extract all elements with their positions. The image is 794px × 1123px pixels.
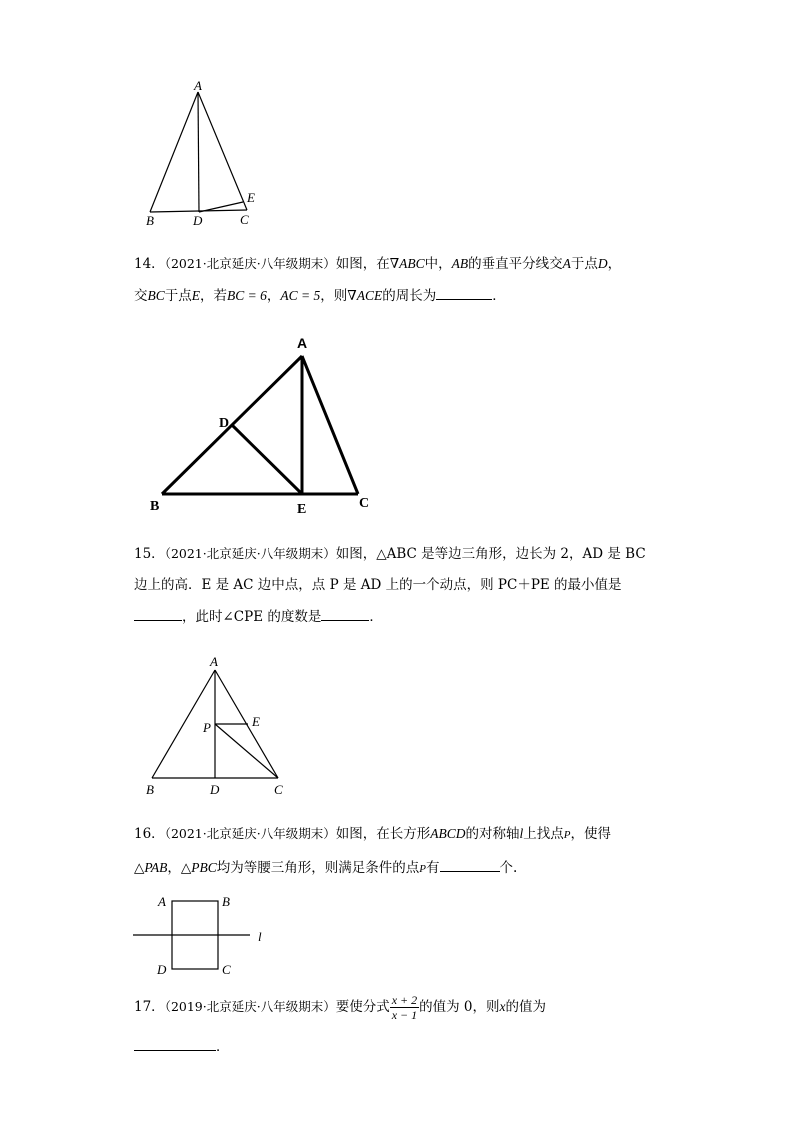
math-bc-eq: BC = 6 [227,288,267,303]
text: 的垂直平分线交 [468,256,563,272]
text: 如图，△ABC 是等边三角形，边长为 2，AD 是 BC [335,546,646,562]
math-l: l [519,826,524,841]
triangle-symbol: ∇ [347,288,357,304]
label-c: C [274,782,283,797]
label-e: E [297,502,307,517]
text: ，使得 [570,826,611,842]
triangle-symbol: ∇ [389,256,400,272]
question-number: 14． [134,256,165,272]
answer-blank-2[interactable] [321,606,369,621]
label-b: B [146,213,154,228]
label-d: D [210,782,220,797]
figure-q15 [140,652,300,802]
math-ac-eq: AC = 5 [280,288,321,303]
math-p: P [563,829,571,841]
label-b: B [222,894,230,909]
label-l: l [258,929,262,944]
question-14-line-2 [134,280,506,312]
label-e: E [252,714,260,729]
label-d: D [157,962,167,977]
text: 如图，在长方形 [335,826,431,842]
question-17 [134,990,546,1024]
text: 要使分式 [335,999,390,1015]
label-a: A [194,78,202,93]
label-e: E [247,190,255,205]
answer-blank-1[interactable] [134,606,182,621]
math-x: x [499,999,506,1014]
math-abcd: ABCD [430,826,466,841]
text: 有 [426,860,440,876]
answer-blank[interactable] [440,857,500,872]
question-14 [134,248,621,280]
math-ab: AB [451,256,469,271]
math-abc: ABC [399,256,425,271]
label-b: B [150,499,160,514]
text: ． [492,288,506,304]
question-16-line-2 [134,852,517,885]
label-c: C [240,212,249,227]
text: 边上的高．E 是 AC 边中点，点 P 是 AD 上的一个动点，则 PC＋PE 的最小值是 [134,577,622,593]
text: 的值为 0，则 [419,999,500,1015]
text: 于点 [164,288,192,304]
text: ． [369,609,383,625]
text: 的周长为 [382,288,437,304]
text: ，此时∠CPE 的度数是 [182,609,322,625]
math-p: P [419,863,427,875]
question-number: 16． [134,826,165,842]
text: 上找点 [523,826,564,842]
label-c: C [222,962,231,977]
question-15-line-3 [134,602,383,633]
label-p: P [203,720,211,735]
text: ． [216,1039,230,1055]
text: ， [266,288,281,304]
question-17-line-2 [134,1032,230,1063]
figure-q13 [140,78,270,230]
text: 的对称轴 [465,826,520,842]
text: ，则 [320,288,348,304]
math-pab: PAB [144,860,168,875]
question-source: （2021·北京延庆·八年级期末） [164,826,336,841]
triangle-symbol: △ [134,860,145,876]
question-number: 15． [134,546,165,562]
label-a: A [210,654,218,669]
question-source: （2021·北京延庆·八年级期末） [164,546,336,561]
answer-blank[interactable] [134,1036,216,1051]
question-number: 17． [134,999,165,1015]
math-bc: BC [147,288,165,303]
label-a: A [297,335,308,351]
text: 中， [424,256,452,272]
question-16 [134,818,611,851]
text: ， [607,256,622,272]
text: 交 [134,288,148,304]
figure-q16 [130,892,270,980]
figure-q14 [142,332,382,518]
question-source: （2021·北京延庆·八年级期末） [164,256,336,271]
text: 均为等腰三角形，则满足条件的点 [216,860,420,876]
question-source: （2019·北京延庆·八年级期末） [164,999,336,1014]
text: ， [167,860,181,876]
text: 个. [499,860,518,876]
label-d: D [219,416,230,431]
triangle-symbol: △ [180,860,192,876]
fraction-denominator: x − 1 [391,1008,418,1022]
question-15 [134,538,646,570]
math-a: A [562,256,571,271]
math-ace: ACE [356,288,383,303]
question-15-line-2 [134,570,622,601]
text: 的值为 [505,999,547,1015]
math-e: E [191,288,201,303]
label-c: C [359,496,370,511]
math-d: D [597,256,608,271]
fraction [390,993,419,1022]
math-pbc: PBC [191,860,217,875]
label-a: A [158,894,166,909]
label-b: B [146,782,154,797]
text: 如图，在 [335,256,390,272]
fraction-numerator: x + 2 [391,993,418,1007]
text: 于点 [570,256,598,272]
label-d: D [193,213,203,228]
answer-blank[interactable] [436,285,492,300]
text: ，若 [200,288,228,304]
